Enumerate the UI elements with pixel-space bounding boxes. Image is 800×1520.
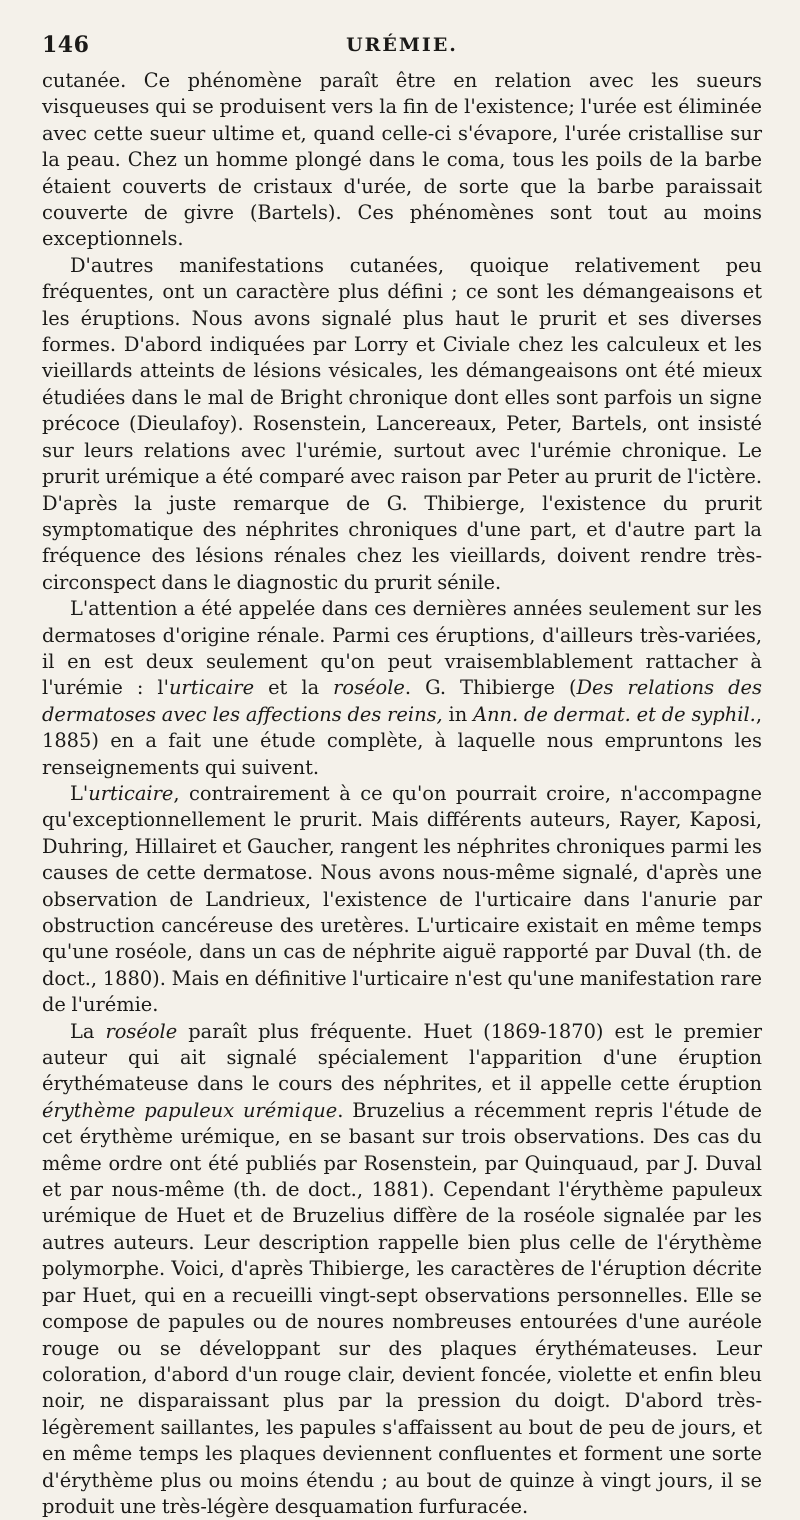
italic-text: Des relations des dermatoses avec les affections des reins, [42,676,762,726]
text-run: , contrairement à ce qu'on pourrait croire, n'accompagne qu'exceptionnellement le prurit. Mais différents auteurs, Rayer, Kaposi, Duhring, Hillairet et Gaucher, rangent les néphrites chroniques parmi les causes de cette dermatose. Nous avons nous-même signalé, d'après une observation de Landrieux, l'existence de l'urticaire dans l'anurie par obstruction cancéreuse des uretères. L'urticaire existait en même temps qu'une roséole, dans un cas de néphrite aiguë rapporté par Duval (th. de doct., 1880). Mais en définitive l'urticaire n'est qu'une manifestation rare de l'urémie. [42,781,762,1017]
text-run: . G. Thibierge ( [404,676,577,700]
paragraph [42,68,762,253]
italic-text: érythème papuleux urémique [42,1098,338,1122]
text-run: . Bruzelius a récemment repris l'étude de cet érythème urémique, en se basant sur trois observations. Des cas du même ordre ont été publiés par Rosenstein, par Quinquaud, par J. Duval et par nous-même (th. de doct., 1881). Cependant l'érythème papuleux urémique de Huet et de Bruzelius diffère de la roséole signalée par les autres auteurs. Leur description rappelle bien plus celle de l'érythème polymorphe. Voici, d'après Thibierge, les caractères de l'éruption décrite par Huet, qui en a recueilli vingt-sept observations personnelles. Elle se compose de papules ou de noures nombreuses entourées d'une auréole rouge ou se développant sur des plaques érythémateuses. Leur coloration, d'abord d'un rouge clair, devient foncée, violette et enfin bleu noir, ne disparaissant plus par la pression du doigt. D'abord très-légèrement saillantes, les papules s'affaissent au bout de peu de jours, et en même temps les plaques deviennent confluentes et forment une sorte d'érythème plus ou moins étendu ; au bout de quinze à vingt jours, il se produit une très-légère desquamation furfuracée. [42,1098,763,1518]
text-run: et la [254,676,334,700]
text-run: L'attention a été appelée dans ces dernières années seulement sur les dermatoses d'origine rénale. Parmi ces éruptions, d'ailleurs très-variées, il en est deux seulement qu'on peut vraisemblablement rattacher à l'urémie : l' [42,597,762,700]
text-run: cutanée. Ce phénomène paraît être en relation avec les sueurs visqueuses qui se produisent vers la fin de l'existence; l'urée est éliminée avec cette sueur ultime et, quand celle-ci s'évapore, l'urée cristallise sur la peau. Chez un homme plongé dans le coma, tous les poils de la barbe étaient couverts de cristaux d'urée, de sorte que la barbe paraissait couverte de givre (Bartels). Ces phénomènes sont tout au moins exceptionnels. [42,69,762,251]
text-run: paraît plus fréquente. Huet (1869-1870) est le premier auteur qui ait signalé spécialement l'apparition d'une éruption érythémateuse dans le cours des néphrites, et il appelle cette éruption [42,1019,762,1096]
text-run: , 1885) en a fait une étude complète, à laquelle nous empruntons les renseignements qui suivent. [42,702,762,779]
italic-text: roséole [105,1019,178,1043]
text-run: in [442,702,474,726]
paragraph [42,781,762,1019]
paragraph [42,596,762,781]
text-run: L' [70,781,89,805]
italic-text: roséole [333,676,405,700]
paragraph [42,253,762,596]
page-number: 146 [42,32,90,58]
text-run: La [70,1019,106,1043]
body-text [42,68,762,1520]
page-header [42,22,762,68]
running-title: URÉMIE. [346,34,458,56]
italic-text: Ann. de dermat. et de syphil. [473,702,756,726]
paragraph [42,1019,762,1520]
text-run: D'autres manifestations cutanées, quoique relativement peu fréquentes, ont un caractère plus défini ; ce sont les démangeaisons et les éruptions. Nous avons signalé plus haut le prurit et ses diverses formes. D'abord indiquées par Lorry et Civiale chez les calculeux et les vieillards atteints de lésions vésicales, les démangeaisons ont été mieux étudiées dans le mal de Bright chronique dont elles sont parfois un signe précoce (Dieulafoy). Rosenstein, Lancereaux, Peter, Bartels, ont insisté sur leurs relations avec l'urémie, surtout avec l'urémie chronique. Le prurit urémique a été comparé avec raison par Peter au prurit de l'ictère. D'après la juste remarque de G. Thibierge, l'existence du prurit symptomatique des néphrites chroniques d'une part, et d'autre part la fréquence des lésions rénales chez les vieillards, doivent rendre très-circonspect dans le diagnostic du prurit sénile. [42,253,762,594]
italic-text: urticaire [168,676,255,700]
italic-text: urticaire [88,781,174,805]
